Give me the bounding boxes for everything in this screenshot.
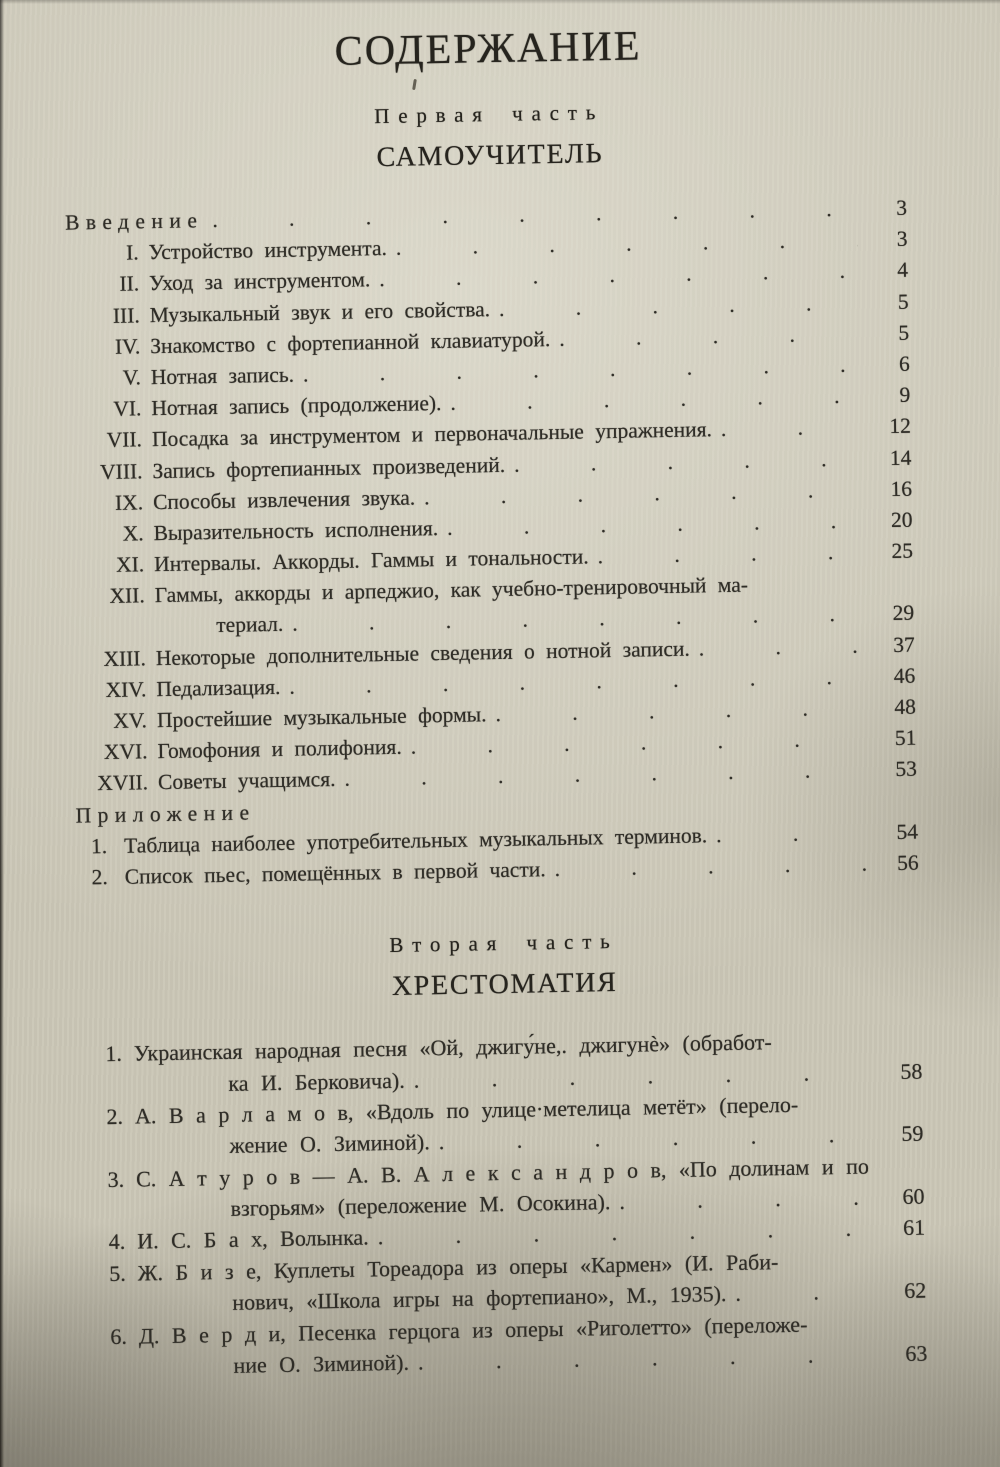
- entry-text: Запись фортепианных произведений.: [152, 452, 506, 483]
- entry-text-continuation: взгорьям» (переложение М. Осокина).: [230, 1189, 611, 1221]
- entry-number: VIII.: [99, 458, 143, 484]
- entry-text: Выразительность исполнения.: [153, 515, 439, 546]
- entry-number: V.: [122, 365, 142, 390]
- entry-text: А. В а р л а м о в, «Вдоль по улице·метелица метёт» (перело-: [134, 1091, 799, 1129]
- entry-text: Нотная запись (продолжение).: [151, 391, 442, 421]
- toc-part2: [6, 1024, 928, 1386]
- entry-page-number: 9: [899, 382, 911, 407]
- entry-number: 2.: [106, 1103, 124, 1129]
- entry-page-number: 63: [905, 1340, 928, 1366]
- entry-text: И. С. Б а х, Волынка.: [137, 1224, 369, 1255]
- entry-number: 3.: [107, 1166, 125, 1192]
- entry-number: XIV.: [105, 677, 147, 702]
- entry-page-number: 59: [901, 1120, 924, 1147]
- entry-number: XVII.: [97, 770, 149, 796]
- entry-page-number: 20: [890, 507, 913, 532]
- entry-page-number: 60: [902, 1183, 925, 1209]
- entry-text: Список пьес, помещённых в первой части.: [124, 857, 546, 889]
- entry-text: Интервалы. Аккорды. Гаммы и тональности.: [153, 544, 589, 577]
- entry-page-number: 48: [894, 694, 917, 719]
- entry-text-continuation: нович, «Школа игры на фортепиано», М., 1935).: [232, 1281, 727, 1316]
- entry-page-number: 5: [898, 320, 910, 345]
- entry-text: Простейшие музыкальные формы.: [156, 702, 487, 733]
- part1-section-title: САМОУЧИТЕЛЬ: [376, 138, 604, 174]
- entry-text: Педализация.: [156, 674, 281, 701]
- entry-number: III.: [112, 302, 140, 328]
- entry-number: XVI.: [103, 739, 148, 765]
- entry-page-number: 61: [902, 1214, 926, 1241]
- entry-text: Некоторые дополнительные сведения о нотной записи.: [155, 636, 690, 670]
- entry-page-number: 62: [903, 1277, 927, 1304]
- entry-text: Д. В е р д и, Песенка герцога из оперы «Риголетто» (переложе-: [138, 1311, 808, 1349]
- page-title: СОДЕРЖАНИЕ: [334, 23, 642, 75]
- entry-page-number: 29: [892, 601, 915, 626]
- entry-text: С. А т у р о в — А. В. А л е к с а н д р о в, «По долинам и по: [135, 1153, 870, 1192]
- entry-text: Украинская народная песня «Ой, джигу́не,. джигунѐ» (обработ-: [133, 1029, 772, 1066]
- entry-page-number: 4: [897, 258, 909, 283]
- entry-text: Способы извлечения звука.: [152, 485, 416, 514]
- entry-page-number: 51: [894, 725, 917, 751]
- entry-page-number: 16: [890, 476, 913, 501]
- entry-text: Нотная запись.: [150, 362, 295, 390]
- entry-page-number: 25: [891, 538, 914, 564]
- entry-text: Гомофония и полифония.: [157, 734, 402, 764]
- entry-number: IV.: [114, 334, 141, 359]
- entry-text: Уход за инструментом.: [148, 267, 371, 296]
- entry-page-number: 58: [900, 1058, 923, 1084]
- entry-page-number: 46: [893, 663, 916, 688]
- entry-number: II.: [119, 271, 140, 297]
- dot-leader: [619, 1181, 875, 1217]
- entry-number: XII.: [109, 583, 145, 609]
- entry-number: 6.: [110, 1323, 128, 1349]
- entry-number: VII.: [106, 427, 143, 453]
- entry-page-number: 6: [898, 351, 910, 376]
- entry-text: Советы учащимся.: [157, 767, 336, 795]
- dot-leader: [698, 630, 865, 664]
- entry-text-continuation: ка И. Берковича).: [228, 1067, 405, 1096]
- entry-number: 1.: [90, 833, 108, 859]
- dot-leader: [716, 817, 868, 851]
- part2-label: Вторая часть: [389, 929, 619, 958]
- entry-text-continuation: териал.: [216, 612, 284, 638]
- entry-page-number: 3: [895, 195, 908, 220]
- entry-number: XI.: [115, 552, 145, 577]
- entry-text: Таблица наиболее употребительных музыкальных терминов.: [123, 823, 708, 858]
- entry-text: Музыкальный звук и его свойства.: [149, 296, 491, 327]
- entry-page-number: 12: [889, 413, 912, 439]
- part1-label: Первая часть: [374, 100, 605, 129]
- entry-text: Введение: [64, 208, 204, 235]
- part2-section-title: ХРЕСТОМАТИЯ: [391, 967, 618, 1003]
- dot-leader: [554, 848, 869, 885]
- entry-text-continuation: жение О. Зиминой).: [229, 1129, 430, 1159]
- entry-text: Гаммы, аккорды и арпеджио, как учебно-тренировочный ма-: [154, 572, 749, 608]
- toc-part1: [0, 193, 919, 895]
- entry-text-continuation: ние О. Зиминой).: [233, 1349, 410, 1378]
- entry-text: Ж. Б и з е, Куплеты Тореадора из оперы «Кармен» (И. Раби-: [137, 1248, 779, 1286]
- entry-number: XV.: [113, 708, 148, 733]
- entry-text: Приложение: [75, 799, 256, 828]
- entry-page-number: 14: [889, 445, 912, 470]
- entry-text: Устройство инструмента.: [148, 236, 388, 265]
- entry-number: XIII.: [103, 645, 147, 671]
- entry-number: 5.: [109, 1260, 127, 1286]
- entry-number: 4.: [108, 1229, 126, 1255]
- entry-number: 1.: [105, 1040, 123, 1067]
- entry-number: 2.: [91, 864, 108, 890]
- entry-number: VI.: [113, 396, 142, 421]
- entry-number: X.: [122, 521, 144, 546]
- entry-page-number: 37: [893, 632, 915, 657]
- dot-leader: [721, 412, 861, 446]
- entry-page-number: 3: [896, 226, 908, 252]
- dot-leader: [597, 537, 863, 573]
- entry-page-number: 56: [896, 850, 919, 875]
- entry-number: I.: [125, 240, 139, 265]
- entry-page-number: 5: [897, 289, 909, 314]
- entry-text: Знакомство с фортепианной клавиатурой.: [150, 326, 551, 358]
- entry-text: Посадка за инструментом и первоначальные упражнения.: [151, 417, 713, 452]
- dot-leader: [735, 1276, 876, 1310]
- entry-page-number: 54: [896, 819, 919, 844]
- entry-number: IX.: [114, 490, 144, 515]
- entry-page-number: 53: [895, 756, 918, 782]
